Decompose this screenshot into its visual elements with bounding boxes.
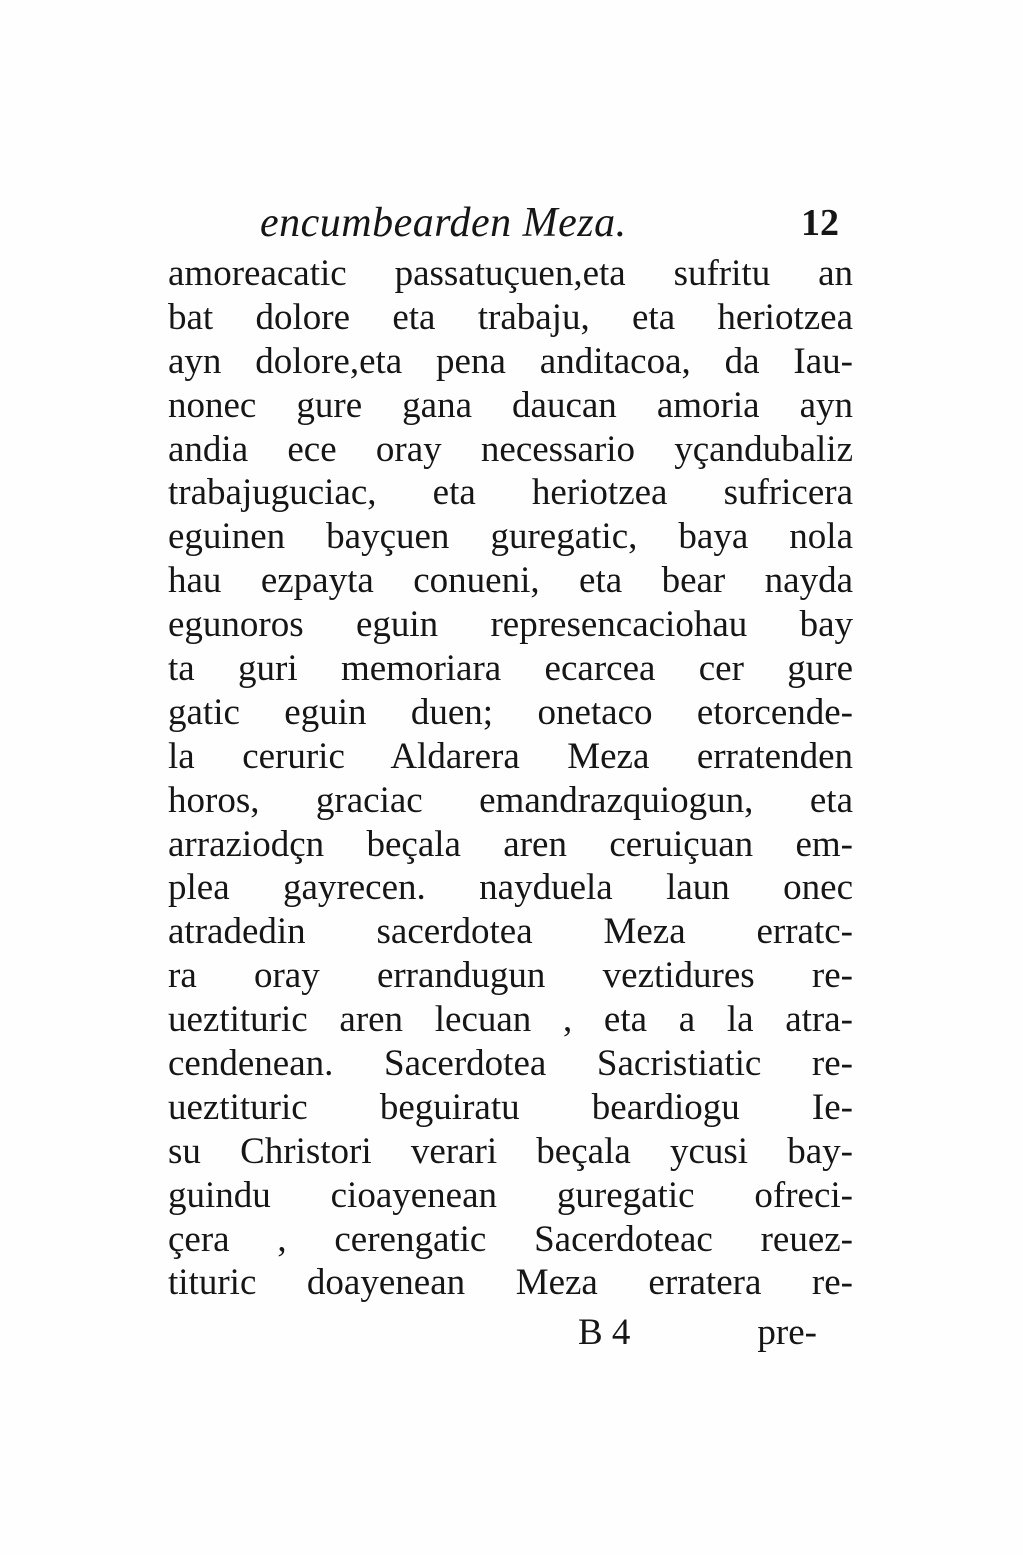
text-line: eguinen bayçuen guregatic, baya nola	[168, 516, 853, 558]
text-line: guindu cioayenean guregatic ofreci-	[168, 1174, 853, 1216]
text-line: ueztituric aren lecuan , eta a la atra-	[168, 999, 853, 1041]
text-line: ta guri memoriara ecarcea cer gure	[168, 648, 853, 690]
text-line: trabajuguciac, eta heriotzea sufricera	[168, 472, 853, 514]
text-line: andia ece oray necessario yçandubaliz	[168, 428, 853, 470]
text-line: su Christori verari beçala ycusi bay-	[168, 1130, 853, 1172]
text-line: ueztituric beguiratu beardiogu Ie-	[168, 1086, 853, 1128]
text-line: çera , cerengatic Sacerdoteac reuez-	[168, 1218, 853, 1260]
text-line: la ceruric Aldarera Meza erratenden	[168, 735, 853, 777]
page-number: 12	[801, 202, 839, 244]
catchword: pre-	[757, 1312, 817, 1354]
text-line: arraziodçn beçala aren ceruiçuan em-	[168, 823, 853, 865]
text-line: atradedin sacerdotea Meza erratc-	[168, 911, 853, 953]
page-footer	[168, 1305, 853, 1361]
text-line: nonec gure gana daucan amoria ayn	[168, 384, 853, 426]
text-block	[168, 190, 853, 1361]
running-title: encumbearden Meza.	[260, 200, 627, 246]
text-line: ayn dolore,eta pena anditacoa, da Iau-	[168, 340, 853, 382]
text-line: hau ezpayta conueni, eta bear nayda	[168, 560, 853, 602]
text-line: tituric doayenean Meza erratera re-	[168, 1262, 853, 1304]
text-line: amoreacatic passatuçuen,eta sufritu an	[168, 253, 853, 294]
text-line: plea gayrecen. nayduela laun onec	[168, 867, 853, 909]
text-line: cendenean. Sacerdotea Sacristiatic re-	[168, 1043, 853, 1085]
text-line: ra oray errandugun veztidures re-	[168, 955, 853, 997]
text-line: horos, graciac emandrazquiogun, eta	[168, 779, 853, 821]
body-text	[168, 252, 853, 1305]
text-line: gatic eguin duen; onetaco etorcende-	[168, 691, 853, 733]
page-header	[168, 190, 853, 252]
text-line: bat dolore eta trabaju, eta heriotzea	[168, 296, 853, 338]
text-line: egunoros eguin represencaciohau bay	[168, 604, 853, 646]
signature-mark: B 4	[578, 1312, 631, 1354]
